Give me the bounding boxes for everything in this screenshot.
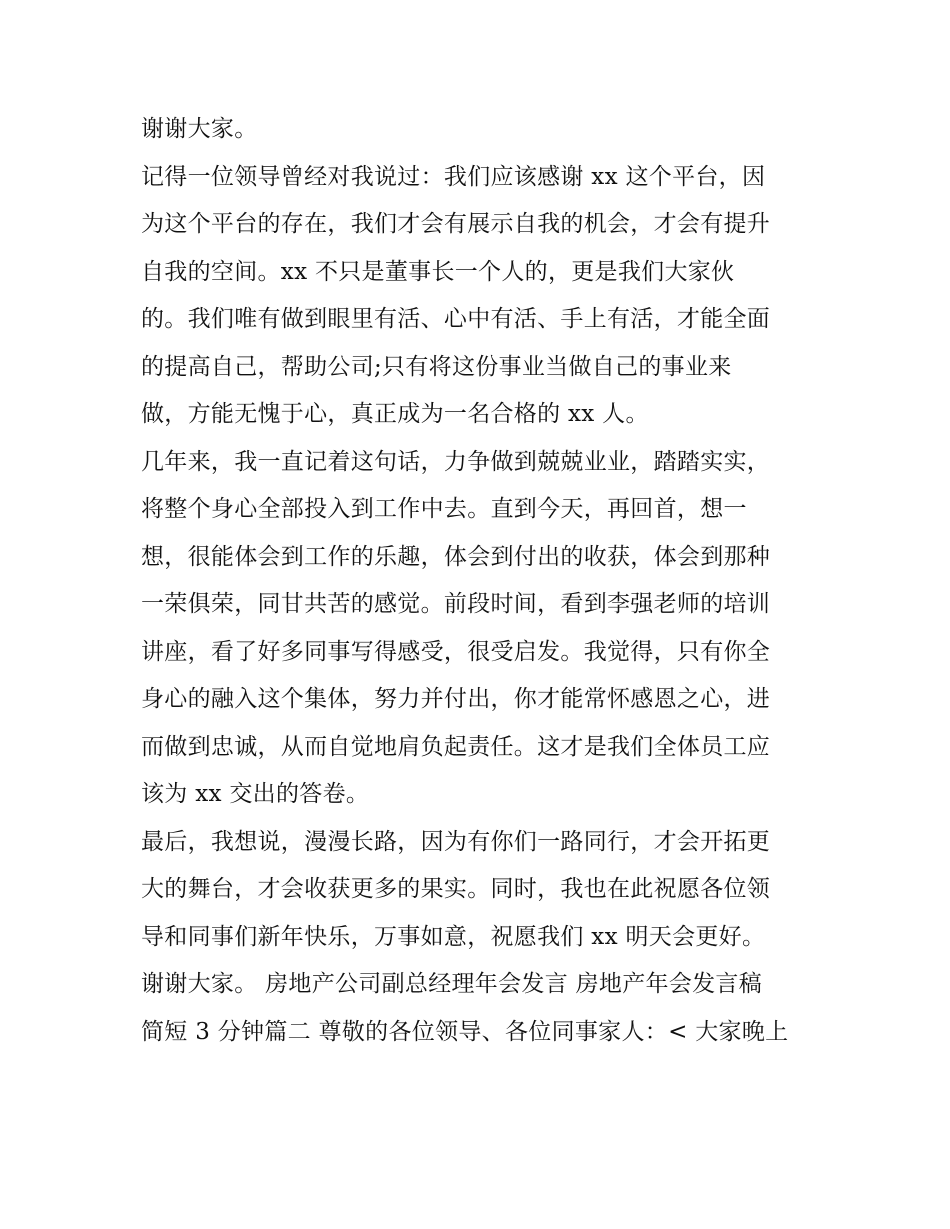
text-line: 记得一位领导曾经对我说过：我们应该感谢 xx 这个平台，因 xyxy=(141,163,766,190)
text-line: 自我的空间。xx 不只是董事长一个人的，更是我们大家伙 xyxy=(141,258,735,285)
text-line: 将整个身心全部投入到工作中去。直到今天，再回首，想一 xyxy=(141,496,747,522)
text-line: 而做到忠诚，从而自觉地肩负起责任。这才是我们全体员工应 xyxy=(141,733,771,760)
text-line: 讲座，看了好多同事写得感受，很受启发。我觉得，只有你全 xyxy=(141,638,771,665)
text-line: 一荣俱荣，同甘共苦的感觉。前段时间，看到李强老师的培训 xyxy=(141,591,771,617)
text-line: 的。我们唯有做到眼里有活、心中有活、手上有活，才能全面 xyxy=(141,306,771,332)
text-line: 的提高自己，帮助公司;只有将这份事业当做自己的事业来 xyxy=(141,353,732,380)
text-line: 几年来，我一直记着这句话，力争做到兢兢业业，踏踏实实， xyxy=(141,448,771,475)
text-line: 谢谢大家。 房地产公司副总经理年会发言 房地产年会发言稿 xyxy=(141,971,763,997)
text-line: 为这个平台的存在，我们才会有展示自我的机会，才会有提升 xyxy=(141,211,771,237)
text-line: 做，方能无愧于心，真正成为一名合格的 xx 人。 xyxy=(141,401,649,427)
text-line: 导和同事们新年快乐，万事如意，祝愿我们 xx 明天会更好。 xyxy=(141,923,766,950)
text-line: 最后，我想说，漫漫长路，因为有你们一路同行，才会开拓更 xyxy=(141,828,771,855)
text-line: 身心的融入这个集体，努力并付出，你才能常怀感恩之心，进 xyxy=(141,686,771,712)
document-body xyxy=(141,106,821,1056)
text-line: 谢谢大家。 xyxy=(141,116,258,142)
text-line: 该为 xx 交出的答卷。 xyxy=(141,781,370,807)
text-line: 简短 3 分钟篇二 尊敬的各位领导、各位同事家人：< 大家晚上 xyxy=(141,1018,789,1045)
text-line: 大的舞台，才会收获更多的果实。同时，我也在此祝愿各位领 xyxy=(141,876,771,902)
text-line: 想，很能体会到工作的乐趣，体会到付出的收获，体会到那种 xyxy=(141,543,771,570)
